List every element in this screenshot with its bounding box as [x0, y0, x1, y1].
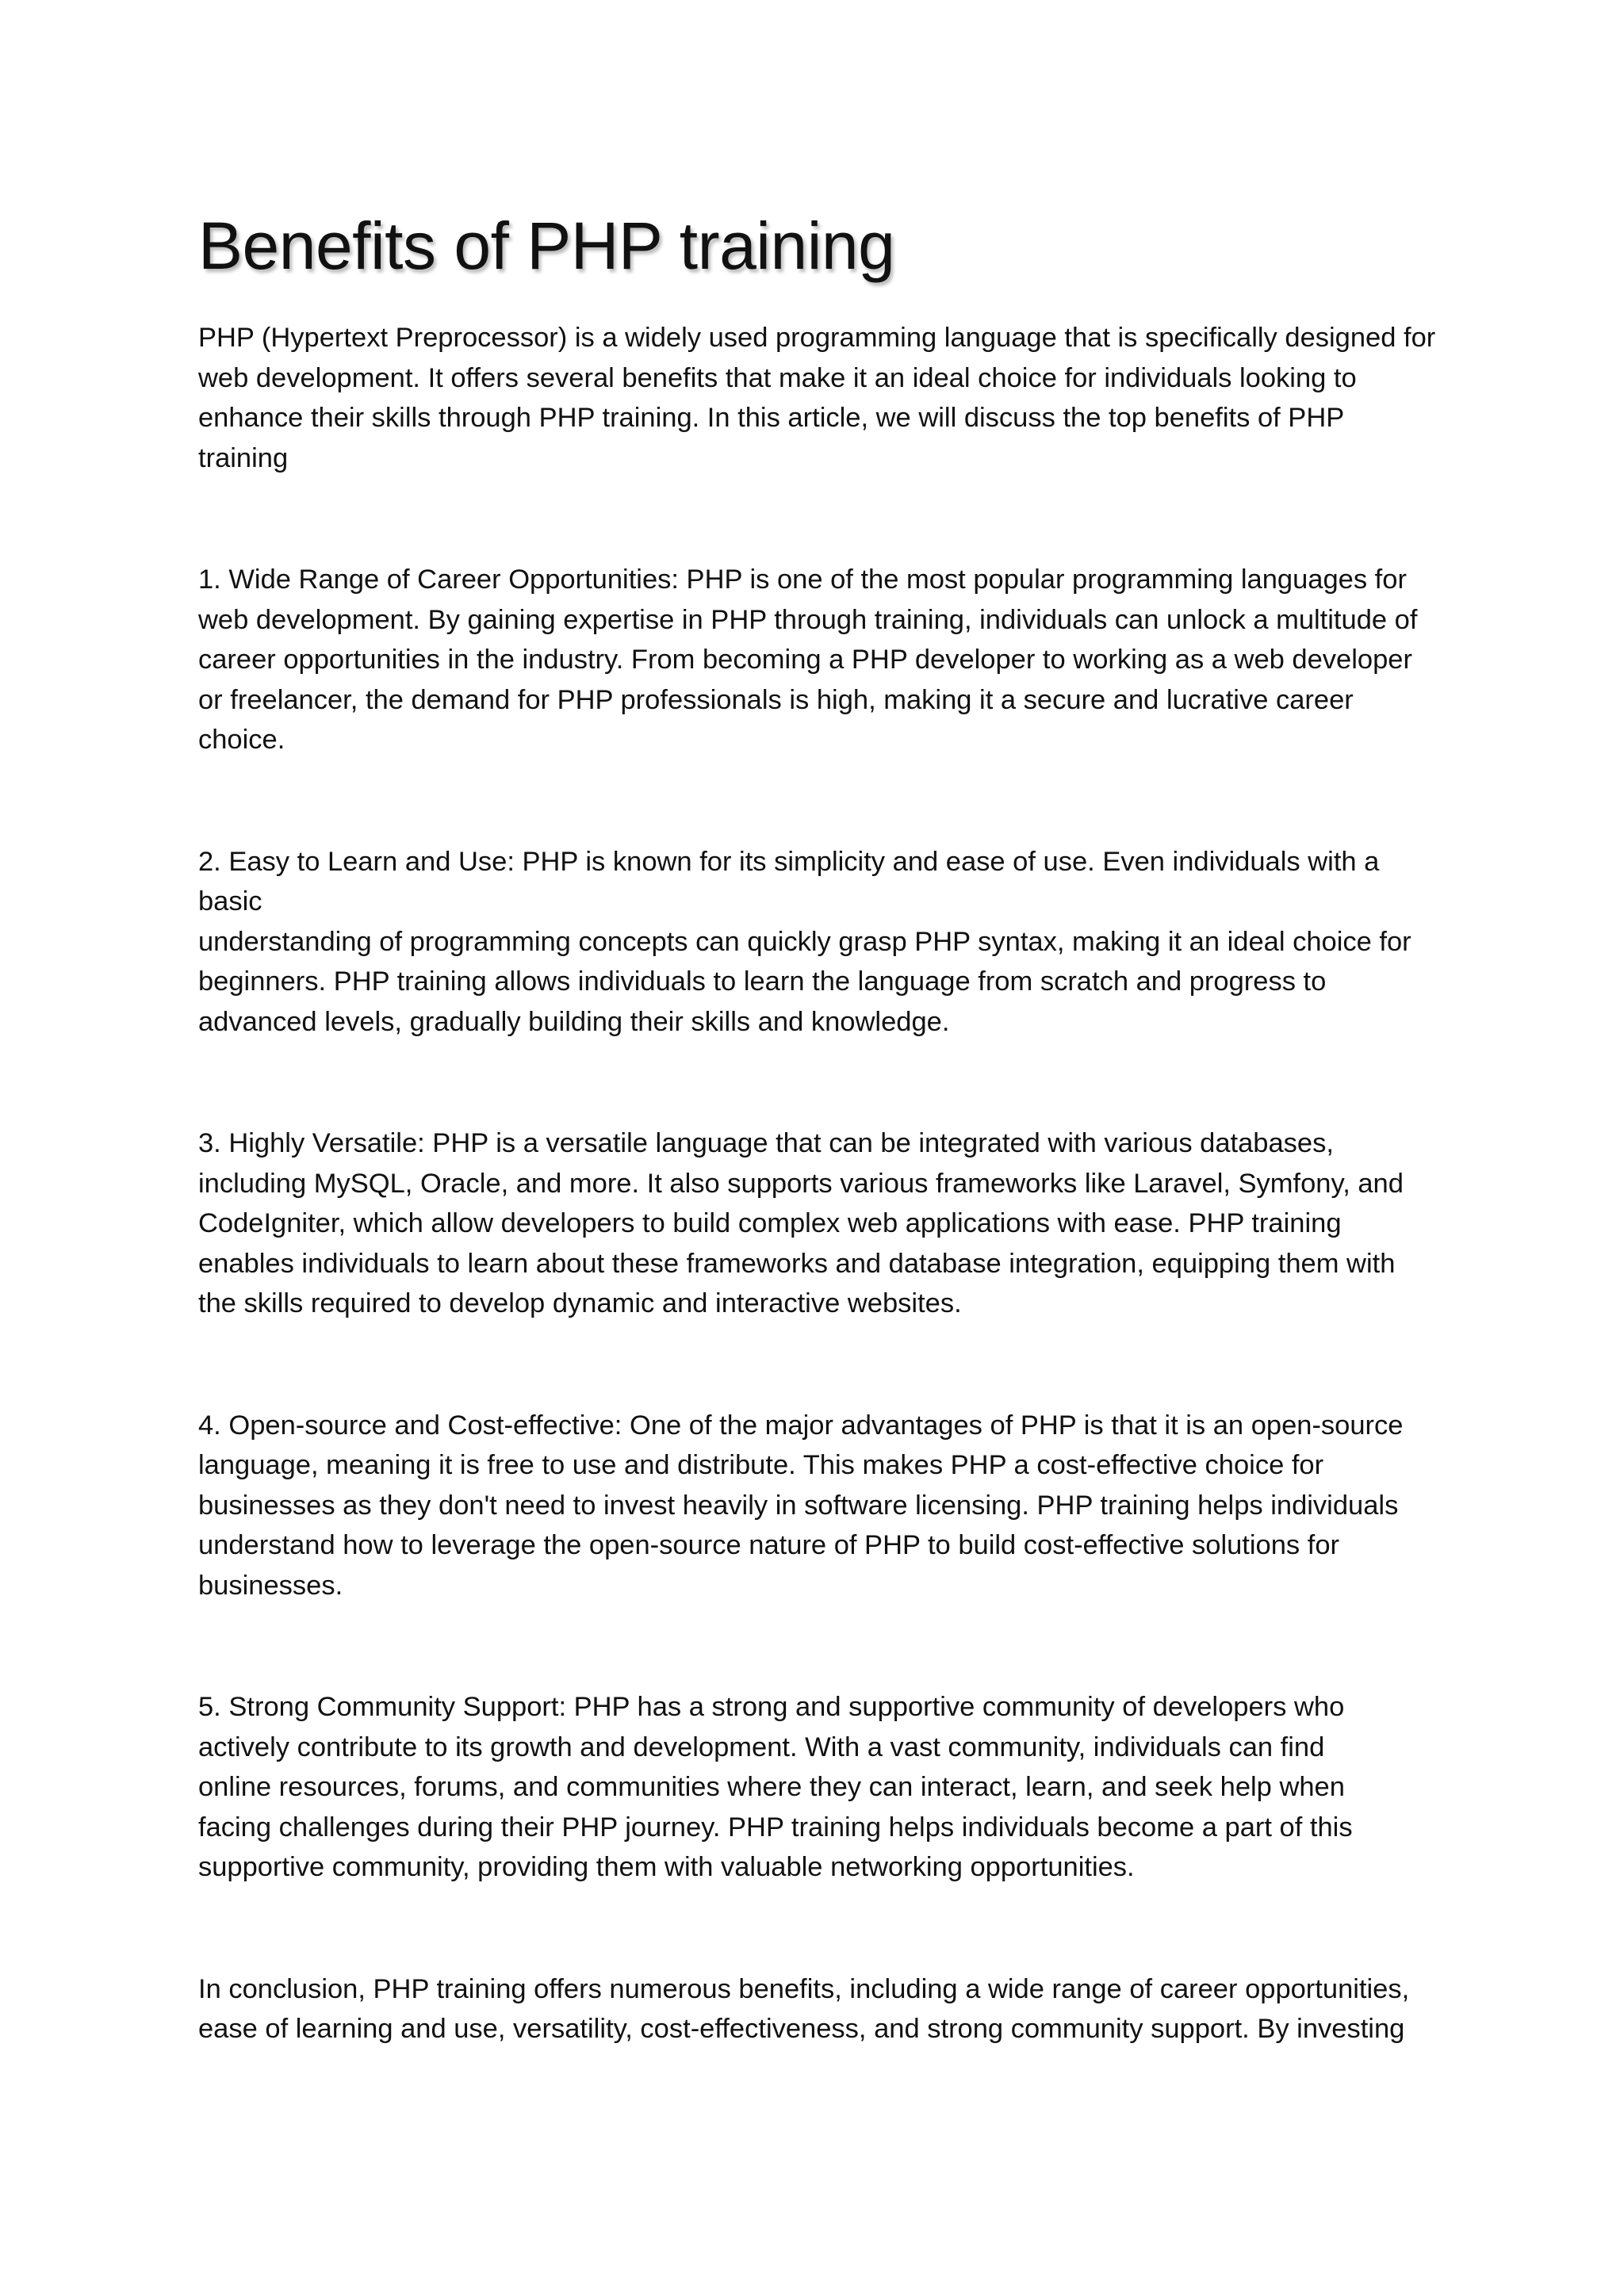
benefit-paragraph-community: 5. Strong Community Support: PHP has a strong and supportive community of developers who actively contribute to its growth and development. With a vast community, individuals can find online resources, forums, and communities where they can interact, learn, and seek help when facing challenges during their PHP journey. PHP training helps individuals become a part of this supportive community, providing them with valuable networking opportunities.: [198, 1692, 1353, 1882]
conclusion-paragraph: In conclusion, PHP training offers numerous benefits, including a wide range of career opportunities, ease of learning and use, versatility, cost-effectiveness, and strong community support. By investing: [198, 1973, 1410, 2044]
benefit-paragraph-open-source: 4. Open-source and Cost-effective: One of the major advantages of PHP is that it is an open-source language, meaning it is free to use and distribute. This makes PHP a cost-effective choice for businesses as they don't need to invest heavily in software licensing. PHP training helps individuals understand how to leverage the open-source nature of PHP to build cost-effective solutions for businesses.: [198, 1410, 1404, 1601]
page-title: Benefits of PHP training: [198, 209, 895, 283]
document-content: [198, 202, 1439, 2049]
benefit-paragraph-versatile: 3. Highly Versatile: PHP is a versatile language that can be integrated with various databases, including MySQL, Oracle, and more. It also supports various frameworks like Laravel, Symfony, and CodeIgniter, which allow developers to build complex web applications with ease. PHP training enables individuals to learn about these frameworks and database integration, equipping them with the skills required to develop dynamic and interactive websites.: [198, 1128, 1404, 1318]
benefit-paragraph-career: 1. Wide Range of Career Opportunities: PHP is one of the most popular programming languages for web development. By gaining expertise in PHP through training, individuals can unlock a multitude of career opportunities in the industry. From becoming a PHP developer to working as a web developer or freelancer, the demand for PHP professionals is high, making it a secure and lucrative career choice.: [198, 564, 1418, 755]
intro-paragraph: PHP (Hypertext Preprocessor) is a widely used programming language that is specifically designed for web development. It offers several benefits that make it an ideal choice for individuals looking to enhance their skills through PHP training. In this article, we will discuss the top benefits of PHP training: [198, 323, 1436, 473]
benefit-paragraph-easy-to-learn: 2. Easy to Learn and Use: PHP is known for its simplicity and ease of use. Even individuals with a basic understanding of programming concepts can quickly grasp PHP syntax, making it an ideal choice for beginners. PHP training allows individuals to learn the language from scratch and progress to advanced levels, gradually building their skills and knowledge.: [198, 846, 1411, 1037]
